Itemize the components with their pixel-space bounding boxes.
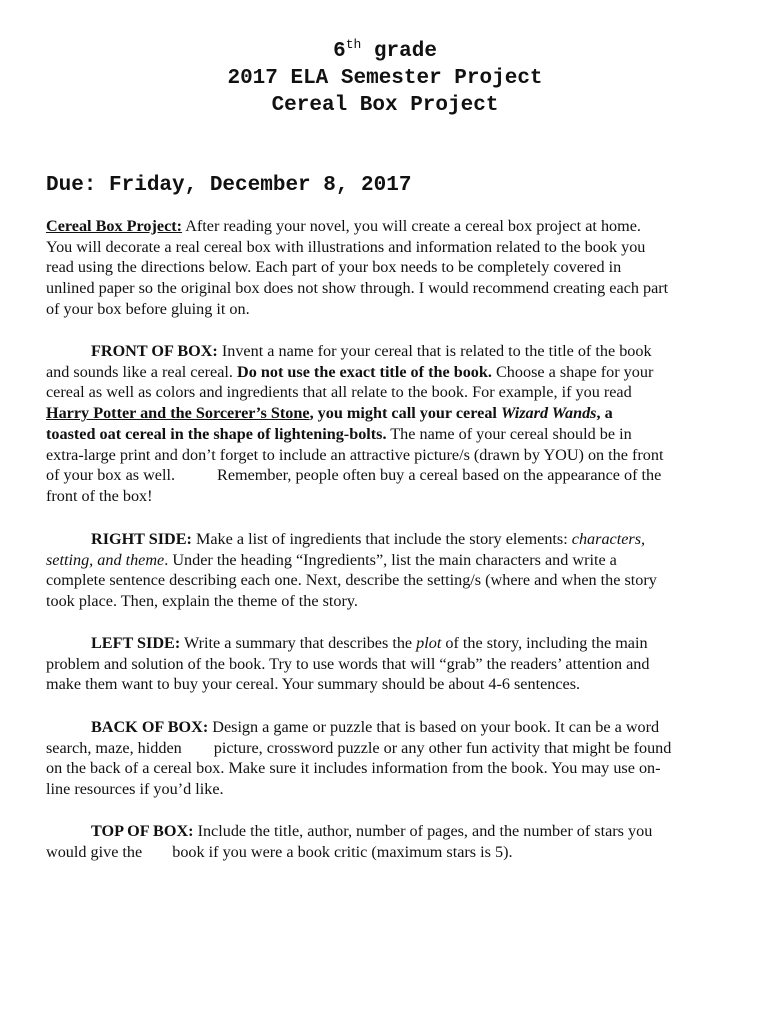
grade-number: 6 bbox=[333, 40, 346, 63]
left-line-3: make them want to buy your cereal. Your summary should be about 4-6 sentences. bbox=[46, 675, 581, 694]
right-label: RIGHT SIDE: bbox=[91, 530, 192, 548]
left-side-paragraph bbox=[46, 633, 726, 695]
right-line-3: complete sentence describing each one. Next, describe the setting/s (where and when the story bbox=[46, 571, 657, 590]
front-line-7: of your box as well. Remember, people often buy a cereal based on the appearance of the bbox=[46, 466, 662, 485]
project-subtitle-line: Cereal Box Project bbox=[271, 94, 499, 117]
intro-line-4: unlined paper so the original box does not show through. I would recommend creating each part bbox=[46, 279, 669, 298]
right-line-4: took place. Then, explain the theme of the story. bbox=[46, 592, 358, 611]
intro-line-3: read using the directions below. Each part of your box needs to be completely covered in bbox=[46, 258, 622, 277]
front-line-2: and sounds like a real cereal. Do not use the exact title of the book. Choose a shape for your bbox=[46, 362, 654, 381]
intro-line-5: of your box before gluing it on. bbox=[46, 299, 250, 318]
right-side-paragraph bbox=[46, 529, 726, 612]
left-label: LEFT SIDE: bbox=[91, 634, 181, 652]
back-line-2: search, maze, hidden picture, crossword puzzle or any other fun activity that might be found bbox=[46, 738, 672, 757]
front-line-4: Harry Potter and the Sorcerer’s Stone, you might call your cereal Wizard Wands, a bbox=[46, 404, 613, 423]
top-line-2: would give the book if you were a book critic (maximum stars is 5). bbox=[46, 842, 513, 861]
front-line-5: toasted oat cereal in the shape of lightening-bolts. The name of your cereal should be in bbox=[46, 424, 632, 443]
back-line-3: on the back of a cereal box. Make sure it includes information from the book. You may use on- bbox=[46, 759, 661, 778]
project-title-line: 2017 ELA Semester Project bbox=[227, 67, 543, 90]
intro-label: Cereal Box Project: bbox=[46, 217, 183, 235]
front-of-box-paragraph bbox=[46, 341, 726, 507]
intro-paragraph bbox=[46, 216, 726, 320]
example-cereal-name: Wizard Wands bbox=[500, 404, 597, 423]
back-line-1: BACK OF BOX: Design a game or puzzle that is based on your book. It can be a word bbox=[91, 718, 660, 736]
grade-word: grade bbox=[373, 40, 437, 63]
due-date: Due: Friday, December 8, 2017 bbox=[46, 174, 412, 197]
document-header bbox=[0, 38, 770, 119]
example-book-title: Harry Potter and the Sorcerer’s Stone bbox=[46, 404, 310, 423]
intro-line-1: Cereal Box Project: After reading your novel, you will create a cereal box project at home. bbox=[46, 217, 641, 235]
back-of-box-paragraph bbox=[46, 717, 726, 800]
front-label: FRONT OF BOX: bbox=[91, 342, 218, 360]
back-line-4: line resources if you’d like. bbox=[46, 780, 224, 799]
right-line-2: setting, and theme. Under the heading “Ingredients”, list the main characters and write a bbox=[46, 550, 617, 569]
intro-line-2: You will decorate a real cereal box with illustrations and information related to the book you bbox=[46, 237, 646, 256]
back-label: BACK OF BOX: bbox=[91, 718, 209, 736]
left-line-1: LEFT SIDE: Write a summary that describes the plot of the story, including the main bbox=[91, 634, 648, 652]
front-line-3: cereal as well as colors and ingredients that all relate to the book. For example, if you read bbox=[46, 383, 632, 402]
left-line-2: problem and solution of the book. Try to use words that will “grab” the readers’ attention and bbox=[46, 654, 650, 673]
right-line-1: RIGHT SIDE: Make a list of ingredients that include the story elements: characters, bbox=[91, 530, 646, 548]
top-label: TOP OF BOX: bbox=[91, 822, 194, 840]
front-line-6: extra-large print and don’t forget to include an attractive picture/s (drawn by YOU) on the front bbox=[46, 445, 664, 464]
front-line-1: FRONT OF BOX: Invent a name for your cereal that is related to the title of the book bbox=[91, 342, 652, 360]
top-of-box-paragraph bbox=[46, 821, 726, 862]
grade-suffix: th bbox=[345, 37, 362, 52]
top-line-1: TOP OF BOX: Include the title, author, number of pages, and the number of stars you bbox=[91, 822, 653, 840]
grade-line bbox=[0, 38, 770, 65]
front-line-8: front of the box! bbox=[46, 486, 153, 505]
